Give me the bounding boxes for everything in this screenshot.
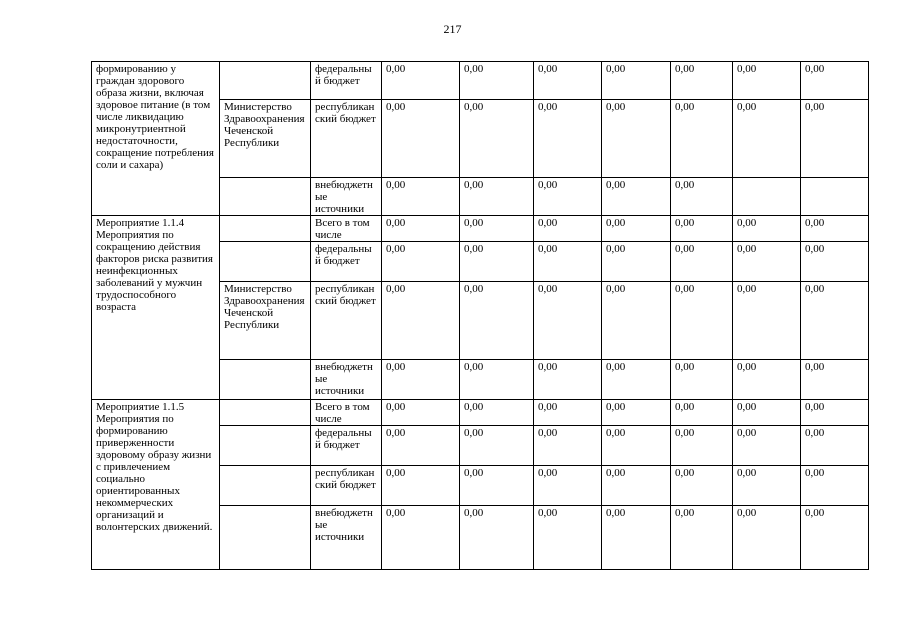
- amount-cell: 0,00: [671, 216, 733, 242]
- amount-cell: 0,00: [460, 100, 534, 178]
- amount-cell: 0,00: [602, 466, 671, 506]
- amount-cell: 0,00: [671, 282, 733, 360]
- executor-cell: Министерство Здравоохранения Чеченской Республики: [220, 282, 311, 360]
- amount-cell: 0,00: [534, 282, 602, 360]
- amount-cell: 0,00: [460, 216, 534, 242]
- event-description: Мероприятие 1.1.5 Мероприятия по формированию приверженности здоровому образу жизни с привлечением социально ориентированных некоммерческих организаций и волонтерских движений.: [92, 400, 220, 570]
- amount-cell: 0,00: [602, 282, 671, 360]
- funding-source-cell: федеральный бюджет: [311, 242, 382, 282]
- event-description: формированию у граждан здорового образа жизни, включая здоровое питание (в том числе ликвидацию микронутриентной недостаточности, сокращение потребления соли и сахара): [92, 62, 220, 216]
- amount-cell: 0,00: [460, 426, 534, 466]
- amount-cell: [801, 178, 869, 216]
- amount-cell: 0,00: [382, 282, 460, 360]
- amount-cell: 0,00: [460, 178, 534, 216]
- amount-cell: 0,00: [801, 506, 869, 570]
- amount-cell: 0,00: [382, 242, 460, 282]
- amount-cell: 0,00: [382, 360, 460, 400]
- funding-source-cell: федеральный бюджет: [311, 62, 382, 100]
- executor-cell: [220, 242, 311, 282]
- amount-cell: 0,00: [382, 400, 460, 426]
- amount-cell: 0,00: [534, 216, 602, 242]
- amount-cell: 0,00: [534, 426, 602, 466]
- amount-cell: 0,00: [801, 426, 869, 466]
- amount-cell: 0,00: [534, 466, 602, 506]
- amount-cell: 0,00: [534, 100, 602, 178]
- funding-source-cell: республиканский бюджет: [311, 100, 382, 178]
- executor-cell: [220, 360, 311, 400]
- table-row: [92, 62, 869, 100]
- amount-cell: 0,00: [382, 62, 460, 100]
- funding-source-cell: внебюджетные источники: [311, 178, 382, 216]
- amount-cell: 0,00: [534, 242, 602, 282]
- amount-cell: 0,00: [460, 242, 534, 282]
- amount-cell: 0,00: [382, 506, 460, 570]
- amount-cell: 0,00: [382, 466, 460, 506]
- amount-cell: 0,00: [801, 360, 869, 400]
- budget-table: [91, 61, 869, 570]
- amount-cell: 0,00: [671, 178, 733, 216]
- amount-cell: 0,00: [602, 242, 671, 282]
- funding-source-cell: внебюджетные источники: [311, 506, 382, 570]
- amount-cell: 0,00: [801, 100, 869, 178]
- executor-cell: [220, 400, 311, 426]
- amount-cell: 0,00: [460, 400, 534, 426]
- amount-cell: 0,00: [534, 400, 602, 426]
- amount-cell: 0,00: [801, 466, 869, 506]
- amount-cell: 0,00: [602, 100, 671, 178]
- amount-cell: 0,00: [382, 178, 460, 216]
- table-row: [92, 216, 869, 242]
- amount-cell: 0,00: [671, 62, 733, 100]
- funding-source-cell: Всего в том числе: [311, 216, 382, 242]
- amount-cell: 0,00: [801, 282, 869, 360]
- amount-cell: 0,00: [602, 216, 671, 242]
- amount-cell: 0,00: [382, 426, 460, 466]
- amount-cell: 0,00: [382, 216, 460, 242]
- amount-cell: 0,00: [733, 360, 801, 400]
- amount-cell: 0,00: [733, 242, 801, 282]
- executor-cell: [220, 426, 311, 466]
- executor-cell: [220, 216, 311, 242]
- executor-cell: [220, 506, 311, 570]
- amount-cell: 0,00: [671, 426, 733, 466]
- amount-cell: 0,00: [460, 506, 534, 570]
- funding-source-cell: республиканский бюджет: [311, 466, 382, 506]
- amount-cell: 0,00: [801, 62, 869, 100]
- amount-cell: 0,00: [733, 282, 801, 360]
- funding-source-cell: федеральный бюджет: [311, 426, 382, 466]
- amount-cell: 0,00: [733, 216, 801, 242]
- amount-cell: 0,00: [733, 62, 801, 100]
- executor-cell: [220, 466, 311, 506]
- amount-cell: 0,00: [733, 506, 801, 570]
- amount-cell: 0,00: [534, 178, 602, 216]
- event-description: Мероприятие 1.1.4 Мероприятия по сокращению действия факторов риска развития неинфекционных заболеваний у мужчин трудоспособного возраста: [92, 216, 220, 400]
- amount-cell: 0,00: [671, 360, 733, 400]
- amount-cell: 0,00: [460, 282, 534, 360]
- funding-source-cell: Всего в том числе: [311, 400, 382, 426]
- amount-cell: 0,00: [671, 100, 733, 178]
- amount-cell: 0,00: [382, 100, 460, 178]
- amount-cell: 0,00: [460, 62, 534, 100]
- amount-cell: 0,00: [671, 242, 733, 282]
- amount-cell: 0,00: [534, 62, 602, 100]
- executor-cell: Министерство Здравоохранения Чеченской Республики: [220, 100, 311, 178]
- amount-cell: 0,00: [733, 100, 801, 178]
- amount-cell: 0,00: [460, 466, 534, 506]
- amount-cell: 0,00: [602, 426, 671, 466]
- executor-cell: [220, 62, 311, 100]
- executor-cell: [220, 178, 311, 216]
- funding-source-cell: внебюджетные источники: [311, 360, 382, 400]
- amount-cell: 0,00: [460, 360, 534, 400]
- amount-cell: 0,00: [602, 506, 671, 570]
- amount-cell: 0,00: [602, 178, 671, 216]
- amount-cell: [733, 178, 801, 216]
- amount-cell: 0,00: [733, 466, 801, 506]
- amount-cell: 0,00: [534, 360, 602, 400]
- amount-cell: 0,00: [602, 400, 671, 426]
- amount-cell: 0,00: [534, 506, 602, 570]
- amount-cell: 0,00: [801, 400, 869, 426]
- amount-cell: 0,00: [602, 360, 671, 400]
- table-row: [92, 400, 869, 426]
- amount-cell: 0,00: [733, 400, 801, 426]
- amount-cell: 0,00: [801, 216, 869, 242]
- amount-cell: 0,00: [733, 426, 801, 466]
- amount-cell: 0,00: [801, 242, 869, 282]
- amount-cell: 0,00: [671, 506, 733, 570]
- amount-cell: 0,00: [671, 400, 733, 426]
- amount-cell: 0,00: [602, 62, 671, 100]
- page-number: 217: [443, 22, 462, 36]
- funding-source-cell: республиканский бюджет: [311, 282, 382, 360]
- amount-cell: 0,00: [671, 466, 733, 506]
